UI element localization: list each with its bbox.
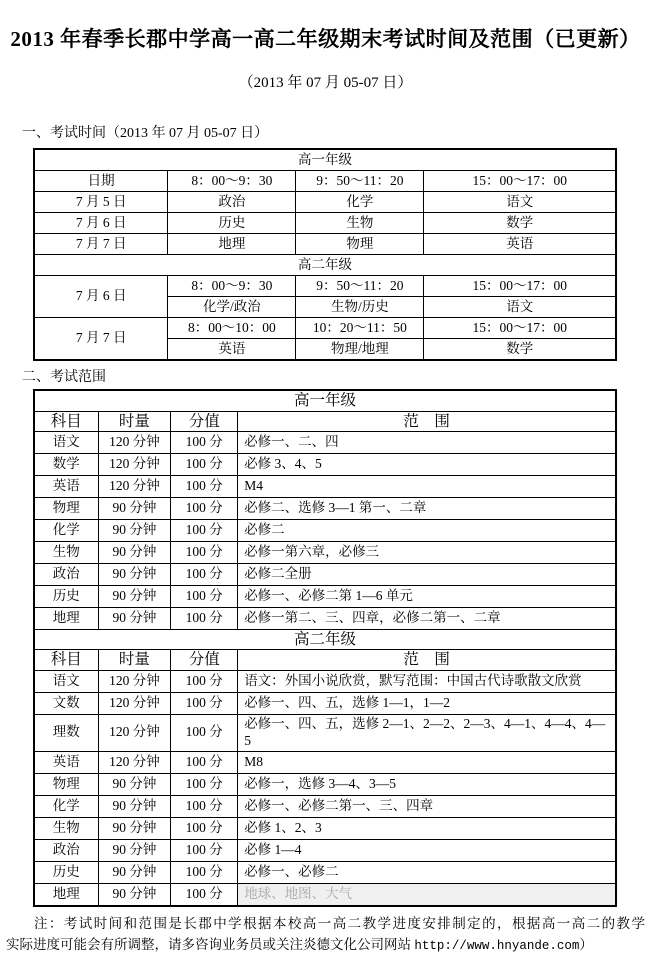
duration-cell: 90 分钟 <box>98 883 171 906</box>
score-cell: 100 分 <box>171 692 238 714</box>
duration-cell: 90 分钟 <box>98 586 171 608</box>
range-cell: 必修一、二、四 <box>238 432 616 454</box>
subject-cell: 化学 <box>296 192 424 213</box>
range-cell: 必修一第六章，必修三 <box>238 542 616 564</box>
document-title: 2013 年春季长郡中学高一高二年级期末考试时间及范围（已更新） <box>10 27 641 51</box>
table-row <box>34 883 616 906</box>
score-cell: 100 分 <box>171 751 238 773</box>
score-cell: 100 分 <box>171 564 238 586</box>
time-slot-header: 15：00～17：00 <box>424 171 616 192</box>
score-cell: 100 分 <box>171 670 238 692</box>
subject-cell: 语文 <box>424 297 616 318</box>
date-cell: 7 月 5 日 <box>34 192 168 213</box>
range-column-header: 范 围 <box>238 650 616 670</box>
duration-cell: 120 分钟 <box>98 476 171 498</box>
range-cell: 必修一、四、五，选修 1—1，1—2 <box>238 692 616 714</box>
table-row <box>34 255 616 276</box>
score-cell: 100 分 <box>171 454 238 476</box>
subject-cell: 化学/政治 <box>168 297 296 318</box>
exam-schedule-table <box>33 148 617 361</box>
time-cell: 8：00～10：00 <box>168 318 296 339</box>
subject-cell: 政治 <box>34 564 98 586</box>
score-cell: 100 分 <box>171 586 238 608</box>
score-cell: 100 分 <box>171 714 238 751</box>
duration-cell: 90 分钟 <box>98 498 171 520</box>
table-row <box>34 476 616 498</box>
table-row <box>34 692 616 714</box>
date-column-header: 日期 <box>34 171 168 192</box>
subject-cell: 文数 <box>34 692 98 714</box>
table-row <box>34 586 616 608</box>
score-column-header: 分值 <box>171 650 238 670</box>
grade1-band-header: 高一年级 <box>34 149 616 171</box>
score-cell: 100 分 <box>171 817 238 839</box>
table-row <box>34 773 616 795</box>
table-row <box>34 171 616 192</box>
table-row <box>34 454 616 476</box>
subject-cell: 英语 <box>34 751 98 773</box>
subject-cell: 历史 <box>34 586 98 608</box>
duration-cell: 90 分钟 <box>98 817 171 839</box>
range-cell: 必修二、选修 3—1 第一、二章 <box>238 498 616 520</box>
range-cell: M4 <box>238 476 616 498</box>
score-cell: 100 分 <box>171 608 238 630</box>
subject-cell: 生物 <box>34 542 98 564</box>
duration-cell: 90 分钟 <box>98 839 171 861</box>
range-cell: 必修一、必修二 <box>238 861 616 883</box>
duration-cell: 90 分钟 <box>98 542 171 564</box>
subject-cell: 地理 <box>34 608 98 630</box>
table-row <box>34 234 616 255</box>
subject-cell: 历史 <box>168 213 296 234</box>
subject-cell: 化学 <box>34 520 98 542</box>
duration-cell: 120 分钟 <box>98 432 171 454</box>
time-cell: 8：00～9：30 <box>168 276 296 297</box>
subject-cell: 数学 <box>424 213 616 234</box>
website-url: http://www.hnyande.com <box>414 939 580 954</box>
score-cell: 100 分 <box>171 839 238 861</box>
score-cell: 100 分 <box>171 773 238 795</box>
date-cell: 7 月 6 日 <box>34 276 168 318</box>
table-row <box>34 318 616 339</box>
range-column-header: 范 围 <box>238 411 616 431</box>
date-cell: 7 月 6 日 <box>34 213 168 234</box>
subject-cell: 英语 <box>168 339 296 361</box>
table-row <box>34 670 616 692</box>
duration-cell: 120 分钟 <box>98 692 171 714</box>
table-row <box>34 432 616 454</box>
grade2-band-header: 高二年级 <box>34 630 616 650</box>
range-cell: 必修一、四、五，选修 2—1、2—2、2—3、4—1、4—4、4—5 <box>238 714 616 751</box>
table-row <box>34 630 616 650</box>
subject-column-header: 科目 <box>34 411 98 431</box>
table-row <box>34 714 616 751</box>
exam-scope-table <box>33 389 617 906</box>
duration-column-header: 时量 <box>98 650 171 670</box>
footnote-line2-text: 实际进度可能会有所调整，请多咨询业务员或关注炎德文化公司网站 <box>6 937 415 953</box>
duration-cell: 90 分钟 <box>98 795 171 817</box>
subject-cell: 地理 <box>168 234 296 255</box>
subject-cell: 政治 <box>34 839 98 861</box>
table-row <box>34 213 616 234</box>
duration-cell: 120 分钟 <box>98 670 171 692</box>
table-row <box>34 861 616 883</box>
time-cell: 15：00～17：00 <box>424 318 616 339</box>
subject-cell: 数学 <box>424 339 616 361</box>
range-cell: 必修 1、2、3 <box>238 817 616 839</box>
score-cell: 100 分 <box>171 520 238 542</box>
table-row <box>34 276 616 297</box>
time-cell: 10：20～11：50 <box>296 318 424 339</box>
duration-cell: 120 分钟 <box>98 454 171 476</box>
score-cell: 100 分 <box>171 542 238 564</box>
document-subtitle: （2013 年 07 月 05-07 日） <box>238 75 413 92</box>
subject-cell: 英语 <box>34 476 98 498</box>
grade1-band-header: 高一年级 <box>34 390 616 411</box>
subject-cell: 生物 <box>296 213 424 234</box>
duration-cell: 90 分钟 <box>98 564 171 586</box>
section-heading-exam-time: 一、考试时间（2013 年 07 月 05-07 日） <box>22 126 269 142</box>
subject-cell: 语文 <box>34 432 98 454</box>
footnote-line1: 注：考试时间和范围是长郡中学根据本校高一高二教学进度安排制定的，根据高一高二的教学 <box>34 915 645 931</box>
duration-cell: 90 分钟 <box>98 520 171 542</box>
date-cell: 7 月 7 日 <box>34 318 168 361</box>
subject-cell: 物理/地理 <box>296 339 424 361</box>
subject-cell: 历史 <box>34 861 98 883</box>
table-row <box>34 542 616 564</box>
subject-cell: 物理 <box>296 234 424 255</box>
table-row <box>34 149 616 171</box>
score-cell: 100 分 <box>171 861 238 883</box>
subject-cell: 化学 <box>34 795 98 817</box>
subject-column-header: 科目 <box>34 650 98 670</box>
duration-cell: 90 分钟 <box>98 773 171 795</box>
score-cell: 100 分 <box>171 795 238 817</box>
range-cell: 必修一第二、三、四章，必修二第一、二章 <box>238 608 616 630</box>
date-cell: 7 月 7 日 <box>34 234 168 255</box>
range-cell: 必修一、必修二第 1—6 单元 <box>238 586 616 608</box>
subject-cell: 数学 <box>34 454 98 476</box>
range-cell: 语文：外国小说欣赏，默写范围：中国古代诗歌散文欣赏 <box>238 670 616 692</box>
duration-cell: 120 分钟 <box>98 714 171 751</box>
subject-cell: 英语 <box>424 234 616 255</box>
duration-column-header: 时量 <box>98 411 171 431</box>
table-row <box>34 390 616 411</box>
table-row <box>34 817 616 839</box>
score-cell: 100 分 <box>171 498 238 520</box>
subject-cell: 政治 <box>168 192 296 213</box>
range-cell: 必修一，选修 3—4、3—5 <box>238 773 616 795</box>
range-cell: 必修 1—4 <box>238 839 616 861</box>
range-cell: M8 <box>238 751 616 773</box>
subject-cell: 地理 <box>34 883 98 906</box>
table-row <box>34 839 616 861</box>
score-cell: 100 分 <box>171 476 238 498</box>
range-cell: 必修二全册 <box>238 564 616 586</box>
range-cell-pending: 地球、地图、大气 <box>238 883 616 906</box>
subject-cell: 理数 <box>34 714 98 751</box>
score-cell: 100 分 <box>171 883 238 906</box>
score-cell: 100 分 <box>171 432 238 454</box>
table-row <box>34 498 616 520</box>
grade2-band-header: 高二年级 <box>34 255 616 276</box>
footnote <box>6 913 645 957</box>
subject-cell: 语文 <box>424 192 616 213</box>
subject-cell: 物理 <box>34 773 98 795</box>
time-cell: 9：50～11：20 <box>296 276 424 297</box>
table-row <box>34 650 616 670</box>
duration-cell: 90 分钟 <box>98 861 171 883</box>
table-row <box>34 564 616 586</box>
range-cell: 必修 3、4、5 <box>238 454 616 476</box>
subject-cell: 生物/历史 <box>296 297 424 318</box>
range-cell: 必修二 <box>238 520 616 542</box>
section-heading-exam-scope: 二、考试范围 <box>22 370 106 386</box>
table-row <box>34 751 616 773</box>
table-row <box>34 411 616 431</box>
table-row <box>34 608 616 630</box>
footnote-line2-close: ） <box>579 937 593 953</box>
table-row <box>34 795 616 817</box>
subject-cell: 物理 <box>34 498 98 520</box>
duration-cell: 120 分钟 <box>98 751 171 773</box>
range-cell: 必修一、必修二第一、三、四章 <box>238 795 616 817</box>
score-column-header: 分值 <box>171 411 238 431</box>
table-row <box>34 520 616 542</box>
time-slot-header: 8：00～9：30 <box>168 171 296 192</box>
subject-cell: 语文 <box>34 670 98 692</box>
table-row <box>34 192 616 213</box>
duration-cell: 90 分钟 <box>98 608 171 630</box>
subject-cell: 生物 <box>34 817 98 839</box>
time-cell: 15：00～17：00 <box>424 276 616 297</box>
time-slot-header: 9：50～11：20 <box>296 171 424 192</box>
